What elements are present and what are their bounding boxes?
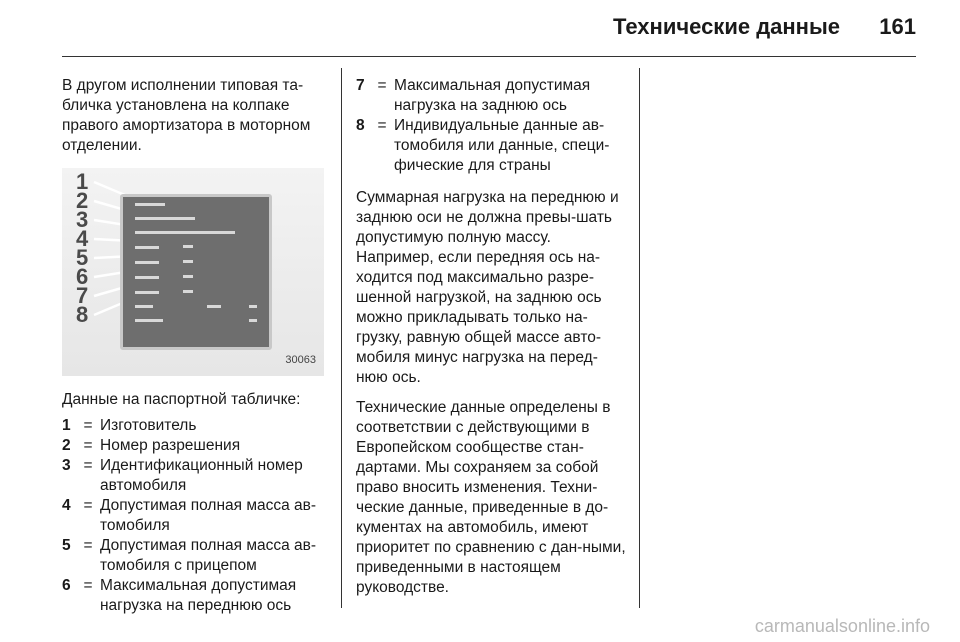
legend-item [62,456,324,496]
legend-list [62,416,324,616]
legend-item [356,116,626,176]
legend-title: Данные на паспортной табличке: [62,391,301,408]
legend-number: 4 [62,497,71,514]
legend-text: Индивидуальные данные ав-томобиля или данные, специ-фические для страны [394,117,610,174]
legend-number: 3 [62,457,71,474]
legend-item [62,576,324,616]
standards-paragraph: Технические данные определены в соответствии с действующими в Европейском сообществе стан-дартами. Мы сохраняем за собой право вносить изменения. Техни-ческие данные, приведенные в до-кументах на автомобиль, имеют приоритет по сравнению с дан-ными, приведенными в настоящем руководстве. [356,399,626,596]
column-divider-right [639,68,640,608]
legend-equals: = [377,77,387,94]
legend-equals: = [83,577,93,594]
callout-1: 1 [76,169,89,194]
legend-text: Допустимая полная масса ав-томобиля с прицепом [100,537,317,574]
page-number: 161 [879,14,916,39]
legend-number: 5 [62,537,71,554]
nameplate-image [120,194,272,350]
figure-code: 30063 [285,354,316,366]
legend-text: Максимальная допустимая нагрузка на переднюю ось [100,577,297,614]
callout-2: 2 [76,188,89,213]
legend-item [62,416,324,436]
legend-equals: = [83,437,93,454]
header-rule [62,56,916,57]
intro-paragraph: В другом исполнении типовая та-бличка установлена на колпаке правого амортизатора в моторном отделении. [62,77,311,154]
page-title: Технические данные [613,14,840,39]
legend-equals: = [83,457,93,474]
legend-equals: = [83,497,93,514]
callout-5: 5 [76,245,89,270]
legend-item [62,436,324,456]
column-divider-left [341,68,342,608]
callout-8: 8 [76,302,89,327]
watermark: carmanualsonline.info [754,616,930,636]
legend-equals: = [83,537,93,554]
nameplate-figure [62,168,324,376]
legend-text: Максимальная допустимая нагрузка на заднюю ось [394,77,591,114]
legend-number: 2 [62,437,71,454]
legend-text: Номер разрешения [100,437,241,454]
legend-equals: = [83,417,93,434]
legend-text: Изготовитель [100,417,197,434]
column-middle [356,76,626,608]
legend-text: Идентификационный номер автомобиля [100,457,303,494]
legend-list-continued [356,76,626,176]
legend-number: 1 [62,417,71,434]
callout-4: 4 [76,226,89,251]
legend-number: 6 [62,577,71,594]
legend-item [62,536,324,576]
load-paragraph: Суммарная нагрузка на переднюю и заднюю оси не должна превы-шать допустимую полную массу. Например, если передняя ось на-ходится под максимально разре-шенной нагрузкой, на заднюю ось можно прикладывать только на-грузку, равную общей массе авто-мобиля минус нагрузка на перед-нюю ось. [356,189,619,386]
legend-item [356,76,626,116]
legend-text: Допустимая полная масса ав-томобиля [100,497,317,534]
column-left [62,76,324,616]
legend-number: 7 [356,77,365,94]
callout-6: 6 [76,264,89,289]
callout-3: 3 [76,207,89,232]
legend-item [62,496,324,536]
legend-number: 8 [356,117,365,134]
legend-equals: = [377,117,387,134]
callout-7: 7 [76,283,89,308]
